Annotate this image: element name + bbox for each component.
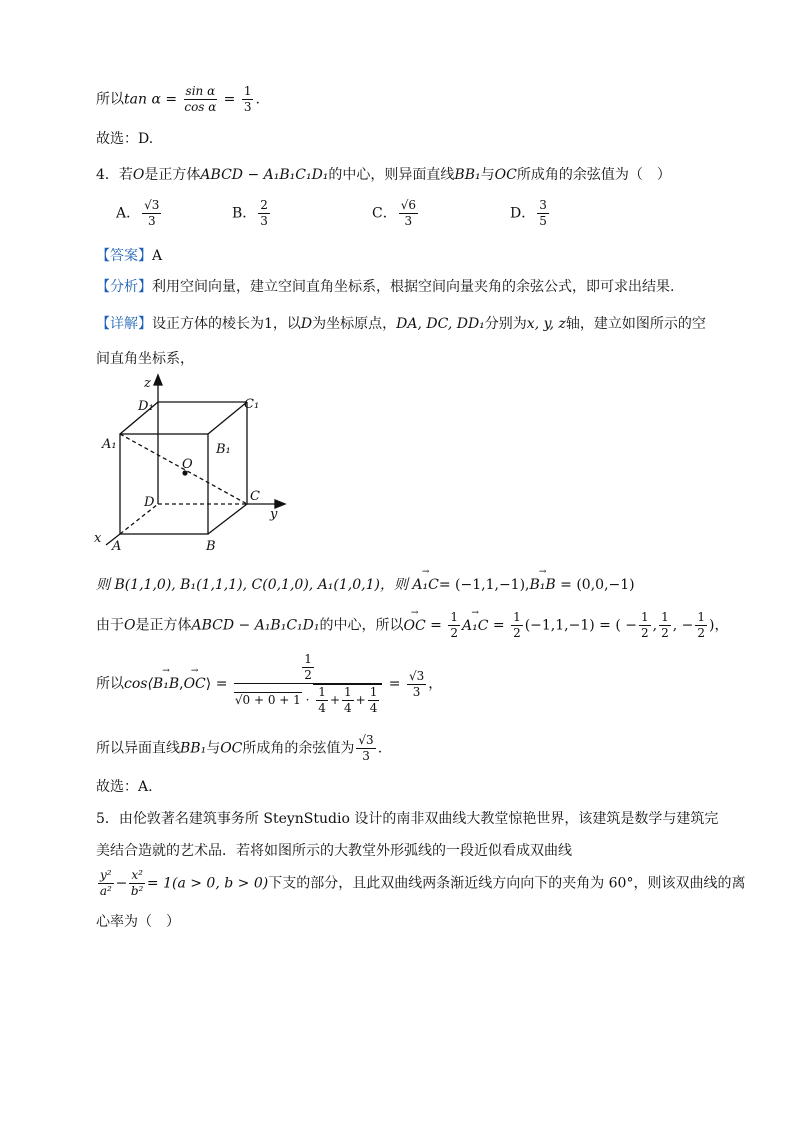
text: 是正方体 bbox=[135, 617, 192, 634]
line-bb1: BB₁ bbox=[180, 740, 207, 757]
label-x: x bbox=[94, 531, 102, 546]
axes-lines: DA, DC, DD₁ bbox=[396, 316, 485, 332]
tan-expr: tan α = bbox=[124, 91, 178, 108]
text: 与 bbox=[206, 740, 221, 757]
cos-numerator bbox=[234, 652, 382, 684]
option-b bbox=[232, 198, 272, 229]
label-o: O bbox=[182, 457, 193, 472]
text: 下支的部分，且此双曲线两条渐近线方向向下的夹角为 60°，则该双曲线的离 bbox=[268, 875, 746, 892]
since-line bbox=[96, 610, 728, 641]
numerator: √3 bbox=[358, 733, 374, 747]
cube-name: ABCD − A₁B₁C₁D₁ bbox=[191, 617, 320, 634]
question-5-line-1: 5．由伦敦著名建筑事务所 SteynStudio 设计的南非双曲线大教堂惊艳世界，该建筑是数学与建筑完 bbox=[96, 811, 719, 827]
conclusion-line bbox=[96, 733, 382, 764]
text: 的中心，所以 bbox=[319, 617, 404, 634]
denominator: cos α bbox=[184, 100, 217, 114]
option-fraction bbox=[258, 198, 270, 229]
option-a bbox=[116, 198, 163, 229]
numerator: √3 bbox=[144, 198, 160, 212]
var-o: O bbox=[132, 167, 145, 183]
comma: , − bbox=[672, 617, 694, 634]
cos-expr: cos⟨ bbox=[124, 676, 153, 692]
question-5-line-4: 心率为（ ） bbox=[96, 914, 180, 930]
equation-rest: = 1(a > 0, b > 0) bbox=[146, 875, 269, 892]
equals: = bbox=[430, 617, 442, 634]
text: 与 bbox=[480, 167, 495, 183]
analysis-tag: 【分析】 bbox=[96, 279, 152, 295]
text: 分别为 bbox=[484, 316, 527, 332]
denominator: 2 bbox=[304, 668, 312, 682]
denominator: 5 bbox=[539, 214, 547, 228]
plus: + bbox=[329, 693, 340, 707]
numerator: sin α bbox=[185, 84, 216, 98]
fraction-sqrt3-3 bbox=[407, 669, 426, 700]
denominator: 2 bbox=[661, 626, 669, 640]
edge-b1-c1 bbox=[208, 402, 247, 434]
denominator: 2 bbox=[697, 626, 706, 640]
fraction bbox=[639, 610, 651, 641]
numerator: √6 bbox=[400, 198, 416, 212]
answer-line bbox=[96, 245, 162, 265]
fraction-one-third bbox=[242, 84, 254, 115]
label-c: C bbox=[250, 489, 260, 504]
label-d1: D₁ bbox=[138, 399, 154, 414]
label-y: y bbox=[270, 507, 278, 522]
sqrt-term-b bbox=[313, 684, 382, 716]
fraction-sqrt3-3 bbox=[356, 733, 375, 764]
vector-oc: → OC bbox=[404, 618, 426, 634]
label-d: D bbox=[144, 495, 155, 510]
comma: ， bbox=[428, 676, 443, 692]
coords-line bbox=[96, 574, 635, 594]
text: 所以 bbox=[96, 676, 124, 692]
edge-b-c bbox=[208, 504, 247, 534]
denominator: 2 bbox=[450, 626, 458, 640]
answer-tag: 【答案】 bbox=[96, 248, 152, 264]
detail-line-2: 间直角坐标系， bbox=[96, 351, 194, 367]
dot: · bbox=[305, 693, 310, 707]
equals: = bbox=[223, 91, 236, 108]
numerator: 1 bbox=[243, 84, 252, 98]
sqrt-term-a: √0 + 0 + 1 bbox=[234, 693, 301, 707]
fraction-y2-a2 bbox=[98, 868, 114, 899]
denominator: 3 bbox=[243, 100, 252, 114]
numerator: 1 bbox=[641, 610, 649, 624]
var-o: O bbox=[124, 617, 136, 634]
text: 轴，建立如图所示的空 bbox=[565, 316, 706, 332]
denominator: 3 bbox=[412, 684, 421, 699]
fraction-x2-b2 bbox=[129, 868, 145, 899]
text: 由于 bbox=[96, 617, 124, 634]
choose-d: 故选：D. bbox=[96, 131, 154, 147]
numerator: 1 bbox=[513, 610, 521, 624]
answer-text: A bbox=[152, 248, 163, 264]
option-label: D． bbox=[510, 205, 536, 222]
denominator: a² bbox=[99, 884, 112, 898]
analysis-text: 利用空间向量，建立空间直角坐标系，根据空间向量夹角的余弦公式，即可求出结果. bbox=[152, 279, 675, 295]
fraction bbox=[695, 610, 707, 641]
text: 所以 bbox=[96, 91, 124, 108]
numerator: 3 bbox=[539, 198, 547, 212]
option-label: B． bbox=[232, 205, 257, 222]
cos-denominator bbox=[234, 684, 382, 716]
numerator: 1 bbox=[450, 610, 458, 624]
line-tan-conclusion bbox=[96, 84, 260, 115]
numerator: 1 bbox=[697, 610, 706, 624]
denominator: 3 bbox=[404, 214, 413, 228]
fraction-sin-cos bbox=[184, 84, 218, 115]
fraction-quarter bbox=[316, 685, 328, 716]
value: = (−1,1,−1), bbox=[438, 577, 530, 593]
fraction-cos-value bbox=[234, 652, 382, 716]
denominator: 2 bbox=[513, 626, 521, 640]
numerator: y² bbox=[100, 868, 112, 882]
numerator: √3 bbox=[408, 668, 425, 683]
cube-name: ABCD − A₁B₁C₁D₁ bbox=[200, 167, 329, 183]
cos-line bbox=[96, 652, 442, 716]
denominator: 4 bbox=[369, 701, 378, 715]
equals: = bbox=[492, 617, 505, 634]
denominator: 3 bbox=[260, 214, 268, 228]
fraction-quarter bbox=[368, 685, 380, 716]
denominator: 3 bbox=[362, 749, 370, 763]
fraction-half bbox=[302, 652, 314, 683]
text: 是正方体 bbox=[144, 167, 201, 183]
equals: ⟩ = bbox=[205, 676, 228, 692]
paren: ( − bbox=[615, 617, 637, 634]
minus: − bbox=[115, 875, 128, 892]
numerator: 1 bbox=[661, 610, 669, 624]
value: = (0,0,−1) bbox=[560, 577, 635, 593]
fraction bbox=[659, 610, 671, 641]
detail-tag: 【详解】 bbox=[96, 316, 152, 332]
comma: , bbox=[652, 617, 658, 634]
label-a1: A₁ bbox=[102, 437, 117, 452]
line-bb1: BB₁ bbox=[454, 167, 481, 183]
numerator: 1 bbox=[304, 652, 312, 666]
value: (−1,1,−1) = bbox=[524, 617, 611, 634]
option-fraction bbox=[142, 198, 161, 229]
cube-coordinate-figure bbox=[92, 372, 302, 557]
label-a: A bbox=[112, 539, 122, 554]
fraction-quarter bbox=[342, 685, 354, 716]
analysis-line bbox=[96, 276, 674, 296]
option-fraction bbox=[537, 198, 549, 229]
text: 所成角的余弦值为 bbox=[242, 740, 355, 757]
vector-b1b: → B₁B bbox=[530, 577, 556, 593]
denominator: 3 bbox=[147, 214, 156, 228]
vector-a1c: → A₁C bbox=[412, 577, 438, 593]
numerator: 2 bbox=[260, 198, 268, 212]
label-b: B bbox=[206, 539, 216, 554]
numerator: 1 bbox=[369, 685, 378, 699]
paren: )， bbox=[709, 617, 729, 634]
question-4-stem bbox=[96, 164, 671, 184]
question-5-line-3 bbox=[96, 868, 745, 899]
denominator: 4 bbox=[344, 701, 352, 715]
question-5-line-2: 美结合造就的艺术品．若将如图所示的大教堂外形弧线的一段近似看成双曲线 bbox=[96, 843, 572, 859]
z-arrow-icon bbox=[154, 375, 162, 385]
text: 设正方体的棱长为1，以 bbox=[152, 316, 301, 332]
text: 的中心，则异面直线 bbox=[328, 167, 455, 183]
label-c1: C₁ bbox=[244, 397, 260, 412]
label-z: z bbox=[144, 376, 151, 391]
period: . bbox=[377, 740, 383, 757]
text: 则 B(1,1,0), B₁(1,1,1), C(0,1,0), A₁(1,0,1)，则 bbox=[96, 577, 408, 593]
label-b1: B₁ bbox=[216, 442, 231, 457]
option-label: C． bbox=[372, 205, 397, 222]
plus: + bbox=[355, 693, 366, 707]
var-d: D bbox=[300, 316, 313, 332]
fraction-half bbox=[511, 610, 523, 641]
text: 所以异面直线 bbox=[96, 740, 180, 757]
numerator: 1 bbox=[318, 685, 326, 699]
denominator: b² bbox=[130, 884, 144, 898]
denominator: 4 bbox=[318, 701, 326, 715]
option-fraction bbox=[399, 198, 418, 229]
text: 所成角的余弦值为（ ） bbox=[516, 167, 671, 183]
text: 4．若 bbox=[96, 167, 133, 183]
comma: , bbox=[179, 676, 184, 692]
denominator: 2 bbox=[641, 626, 649, 640]
option-d bbox=[510, 198, 551, 229]
equals: = bbox=[388, 676, 401, 692]
fraction-half bbox=[448, 610, 460, 641]
text: 为坐标原点， bbox=[312, 316, 397, 332]
choose-a: 故选：A. bbox=[96, 779, 153, 795]
option-label: A． bbox=[116, 205, 141, 222]
option-c bbox=[372, 198, 420, 229]
numerator: 1 bbox=[344, 685, 352, 699]
detail-line-1 bbox=[96, 313, 706, 333]
period: . bbox=[255, 91, 260, 108]
vector-b1b: → B₁B bbox=[153, 676, 179, 692]
vector-a1c: → A₁C bbox=[462, 618, 488, 634]
vector-oc: → OC bbox=[184, 676, 206, 692]
axis-names: x, y, z bbox=[526, 316, 566, 332]
numerator: x² bbox=[131, 868, 143, 882]
front-face bbox=[120, 434, 208, 534]
line-oc: OC bbox=[494, 167, 517, 183]
line-oc: OC bbox=[220, 740, 243, 757]
